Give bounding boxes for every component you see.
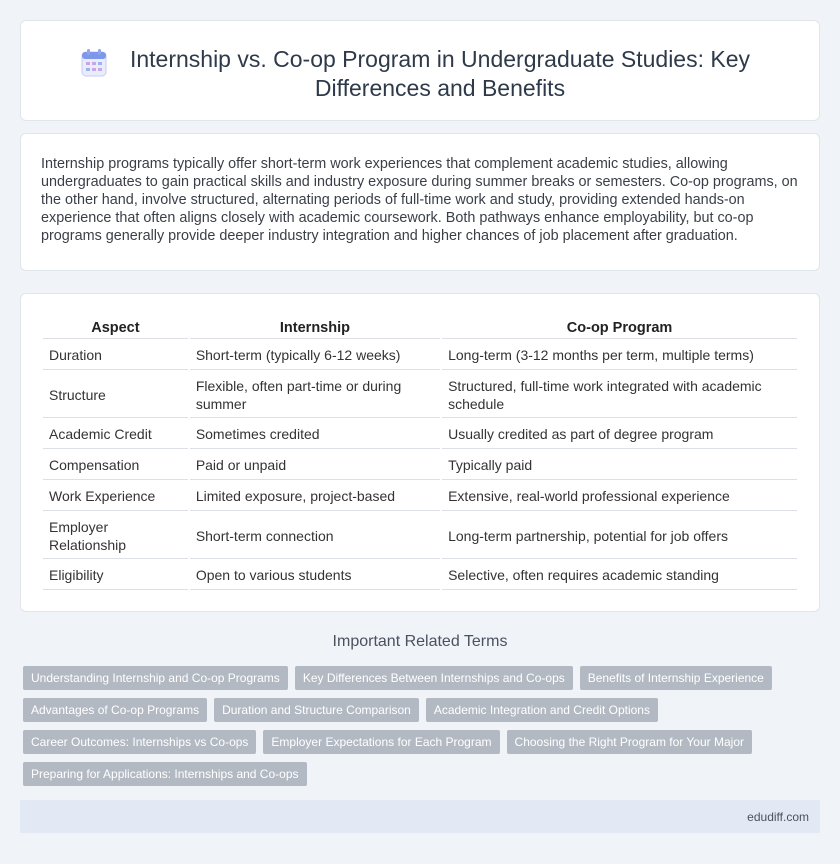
title-card — [20, 20, 820, 121]
table-cell-internship: Paid or unpaid — [190, 451, 440, 480]
comparison-table-card — [20, 293, 820, 612]
column-header-aspect: Aspect — [43, 318, 188, 339]
related-term-tag[interactable]: Key Differences Between Internships and Co-ops — [295, 666, 573, 690]
related-term-tag[interactable]: Employer Expectations for Each Program — [263, 730, 499, 754]
table-cell-aspect: Employer Relationship — [43, 513, 188, 559]
comparison-table — [41, 316, 799, 592]
related-term-tag[interactable]: Duration and Structure Comparison — [214, 698, 419, 722]
table-cell-aspect: Duration — [43, 341, 188, 370]
table-row — [43, 372, 797, 418]
related-term-tag[interactable]: Career Outcomes: Internships vs Co-ops — [23, 730, 256, 754]
table-cell-coop: Selective, often requires academic standing — [442, 561, 797, 590]
table-cell-internship: Short-term (typically 6-12 weeks) — [190, 341, 440, 370]
related-term-tag[interactable]: Benefits of Internship Experience — [580, 666, 772, 690]
related-term-tag[interactable]: Choosing the Right Program for Your Major — [507, 730, 752, 754]
intro-paragraph: Internship programs typically offer short-term work experiences that complement academic studies, allowing undergraduates to gain practical skills and industry exposure during summer breaks or semesters. Co-op programs, on the other hand, involve structured, alternating periods of full-time work and study, providing extended hands-on experience that often aligns closely with academic coursework. Both pathways enhance employability, but co-op programs generally provide deeper industry integration and higher chances of job placement after graduation. — [41, 156, 798, 244]
table-cell-aspect: Structure — [43, 372, 188, 418]
table-cell-coop: Extensive, real-world professional experience — [442, 482, 797, 511]
table-cell-internship: Open to various students — [190, 561, 440, 590]
related-term-tag[interactable]: Preparing for Applications: Internships and Co-ops — [23, 762, 307, 786]
table-cell-internship: Limited exposure, project-based — [190, 482, 440, 511]
tag-row — [23, 762, 783, 794]
related-term-tag[interactable]: Academic Integration and Credit Options — [426, 698, 658, 722]
table-cell-internship: Short-term connection — [190, 513, 440, 559]
table-cell-aspect: Eligibility — [43, 561, 188, 590]
page-title-row — [21, 45, 819, 103]
table-cell-coop: Long-term partnership, potential for job offers — [442, 513, 797, 559]
column-header-coop: Co-op Program — [442, 318, 797, 339]
table-cell-coop: Long-term (3-12 months per term, multiple terms) — [442, 341, 797, 370]
table-row — [43, 561, 797, 590]
table-cell-coop: Structured, full-time work integrated with academic schedule — [442, 372, 797, 418]
tag-row — [23, 730, 783, 762]
table-header-row — [43, 318, 797, 339]
table-cell-aspect: Work Experience — [43, 482, 188, 511]
footer-site-link[interactable]: edudiff.com — [747, 810, 809, 824]
related-term-tag[interactable]: Understanding Internship and Co-op Programs — [23, 666, 288, 690]
table-cell-aspect: Compensation — [43, 451, 188, 480]
intro-card — [20, 133, 820, 271]
footer — [20, 800, 820, 833]
page-title: Internship vs. Co-op Program in Undergraduate Studies: Key Differences and Benefits — [129, 46, 751, 101]
table-row — [43, 482, 797, 511]
tag-row — [23, 666, 783, 698]
table-cell-coop: Usually credited as part of degree program — [442, 420, 797, 449]
table-cell-internship: Sometimes credited — [190, 420, 440, 449]
table-row — [43, 341, 797, 370]
table-row — [43, 451, 797, 480]
related-terms-tags — [23, 666, 783, 794]
table-cell-internship: Flexible, often part-time or during summer — [190, 372, 440, 418]
table-row — [43, 420, 797, 449]
table-cell-aspect: Academic Credit — [43, 420, 188, 449]
table-cell-coop: Typically paid — [442, 451, 797, 480]
table-row — [43, 513, 797, 559]
related-terms-heading: Important Related Terms — [332, 633, 508, 650]
column-header-internship: Internship — [190, 318, 440, 339]
tag-row — [23, 698, 783, 730]
related-term-tag[interactable]: Advantages of Co-op Programs — [23, 698, 207, 722]
calendar-icon — [81, 49, 107, 77]
